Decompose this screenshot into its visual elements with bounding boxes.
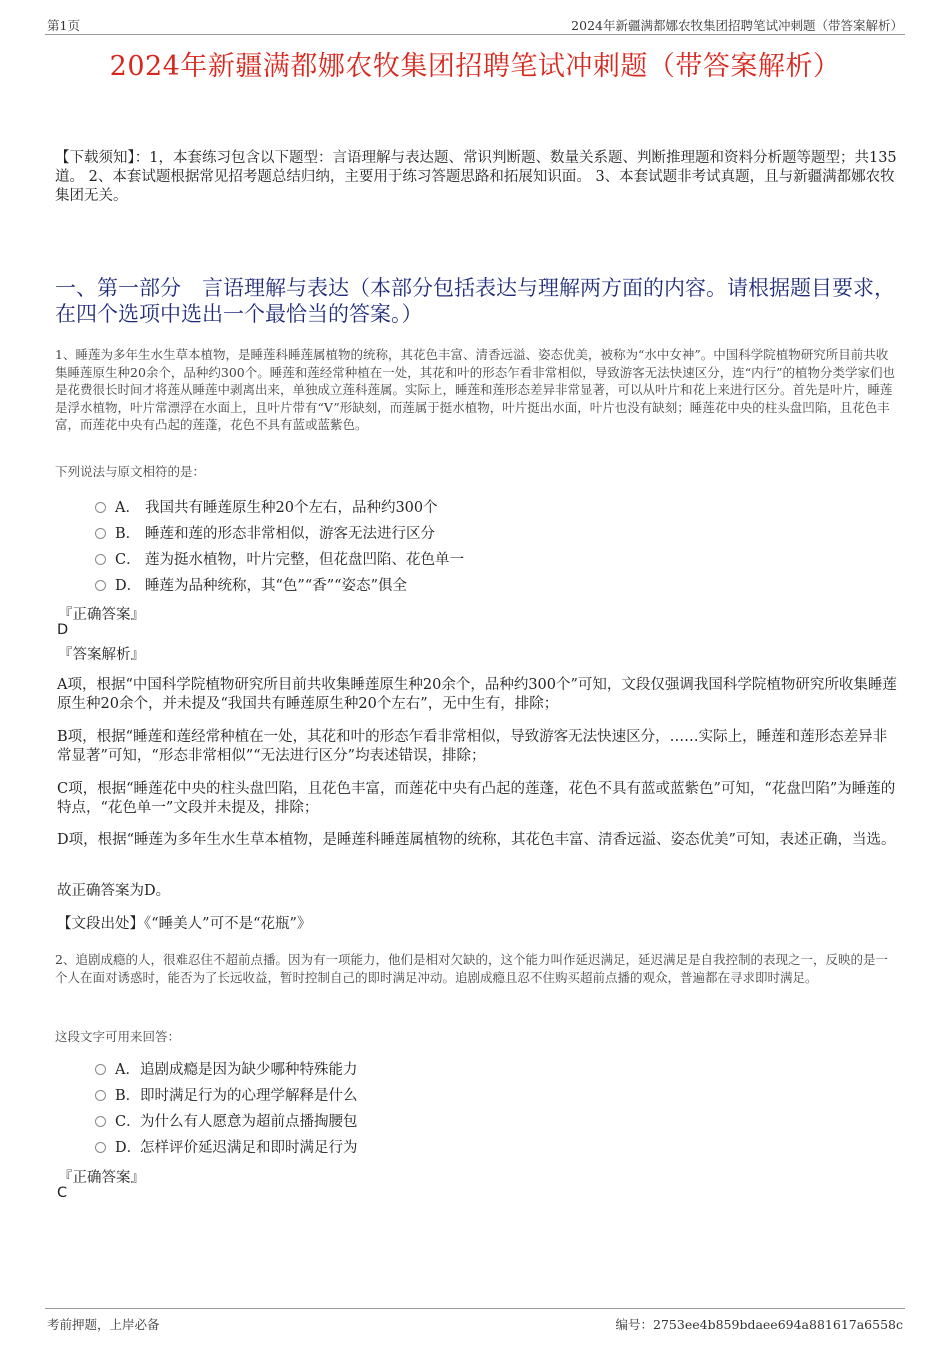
answer-value: C bbox=[57, 1185, 68, 1201]
option-text: 睡莲和莲的形态非常相似，游客无法进行区分 bbox=[145, 526, 435, 542]
option-letter: B． bbox=[115, 526, 141, 542]
question-2-prompt: 这段文字可用来回答： bbox=[55, 1029, 181, 1044]
analysis-a: A项，根据“中国科学院植物研究所目前共收集睡莲原生种20余个，品种约300个”可知，文段仅强调我国科学院植物研究所收集睡莲原生种20余个，并未提及“我国共有睡莲原生种20个左右”，无中生有，排除； bbox=[57, 677, 897, 712]
radio-icon[interactable] bbox=[95, 580, 106, 591]
radio-icon[interactable] bbox=[95, 528, 106, 539]
footer-serial: 编号：2753ee4b859bdaee694a881617a6558c bbox=[615, 1317, 903, 1332]
page-title: 2024年新疆满都娜农牧集团招聘笔试冲刺题（带答案解析） bbox=[109, 51, 841, 82]
header-doc-title: 2024年新疆满都娜农牧集团招聘笔试冲刺题（带答案解析） bbox=[571, 18, 903, 33]
option-text: 追剧成瘾是因为缺少哪种特殊能力 bbox=[140, 1062, 358, 1078]
analysis-conclusion: 故正确答案为D。 bbox=[57, 883, 171, 899]
option-letter: A． bbox=[115, 500, 140, 516]
answer-label: 『正确答案』 bbox=[58, 607, 145, 623]
radio-icon[interactable] bbox=[95, 1090, 106, 1101]
option-letter: D． bbox=[115, 578, 142, 594]
radio-icon[interactable] bbox=[95, 1116, 106, 1127]
question-2-text: 2、追剧成瘾的人，很难忍住不超前点播。因为有一项能力，他们是相对欠缺的，这个能力叫作延迟满足，延迟满足是自我控制的表现之一，反映的是一个人在面对诱惑时，能否为了长远收益，暂时控制自己的即时满足冲动。追剧成瘾且忍不住购买超前点播的观众，普遍都在寻求即时满足。 bbox=[55, 952, 888, 985]
option-letter: C． bbox=[115, 552, 141, 568]
analysis-d: D项，根据“睡莲为多年生水生草本植物，是睡莲科睡莲属植物的统称，其花色丰富、清香远溢、姿态优美”可知，表述正确，当选。 bbox=[57, 832, 896, 848]
radio-icon[interactable] bbox=[95, 554, 106, 565]
analysis-label: 『答案解析』 bbox=[58, 647, 145, 663]
page-footer bbox=[45, 1308, 905, 1333]
option-text: 莲为挺水植物，叶片完整，但花盘凹陷、花色单一 bbox=[145, 552, 464, 568]
option-text: 即时满足行为的心理学解释是什么 bbox=[140, 1088, 358, 1104]
question-1-text: 1、睡莲为多年生水生草本植物，是睡莲科睡莲属植物的统称，其花色丰富、清香远溢、姿态优美，被称为“水中女神”。中国科学院植物研究所目前共收集睡莲原生种20余个，品种约300个。睡莲和莲经常种植在一处，其花和叶的形态乍看非常相似，导致游客无法快速区分，连“内行”的植物分类学家们也是花费很长时间才将莲从睡莲中剥离出来，单独成立莲科莲属。实际上，睡莲和莲形态差异非常显著，可以从叶片和花上来进行区分。首先是叶片，睡莲是浮水植物，叶片常漂浮在水面上，且叶片带有“V”形缺刻，而莲属于挺水植物，叶片挺出水面，叶片也没有缺刻；睡莲花中央的柱头盘凹陷，且花色丰富，而莲花中央有凸起的莲蓬，花色不具有蓝或蓝紫色。 bbox=[55, 347, 896, 432]
footer-slogan: 考前押题，上岸必备 bbox=[47, 1317, 160, 1332]
answer-label: 『正确答案』 bbox=[58, 1170, 145, 1186]
radio-icon[interactable] bbox=[95, 502, 106, 513]
page-number: 第1页 bbox=[47, 18, 80, 33]
page-header bbox=[45, 14, 905, 35]
question-1-prompt: 下列说法与原文相符的是： bbox=[55, 464, 206, 479]
option-letter: A． bbox=[115, 1062, 140, 1078]
analysis-b: B项，根据“睡莲和莲经常种植在一处，其花和叶的形态乍看非常相似，导致游客无法快速区分，……实际上，睡莲和莲形态差异非常显著”可知，“形态非常相似”“无法进行区分”均表述错误，排除； bbox=[57, 729, 888, 764]
analysis-c: C项，根据“睡莲花中央的柱头盘凹陷，且花色丰富，而莲花中央有凸起的莲蓬，花色不具有蓝或蓝紫色”可知，“花盘凹陷”为睡莲的特点，“花色单一”文段并未提及，排除； bbox=[57, 781, 896, 816]
option-text: 为什么有人愿意为超前点播掏腰包 bbox=[140, 1114, 358, 1130]
option-text: 睡莲为品种统称，其“色”“香”“姿态”俱全 bbox=[145, 578, 407, 594]
download-notice: 【下载须知】：1，本套练习包含以下题型：言语理解与表达题、常识判断题、数量关系题、判断推理题和资料分析题等题型；共135道。 2、本套试题根据常见招考题总结归纳，主要用于练习答题思路和拓展知识面。 3、本套试题非考试真题，且与新疆满都娜农牧集团无关。 bbox=[55, 150, 897, 204]
option-text: 怎样评价延迟满足和即时满足行为 bbox=[140, 1140, 358, 1156]
text-source: 【文段出处】《“睡美人”可不是“花瓶”》 bbox=[57, 916, 312, 932]
option-text: 我国共有睡莲原生种20个左右，品种约300个 bbox=[145, 500, 438, 516]
option-letter: B． bbox=[115, 1088, 141, 1104]
option-letter: D． bbox=[115, 1140, 142, 1156]
radio-icon[interactable] bbox=[95, 1142, 106, 1153]
option-letter: C． bbox=[115, 1114, 141, 1130]
section-heading: 一、第一部分 言语理解与表达（本部分包括表达与理解两方面的内容。请根据题目要求，在四个选项中选出一个最恰当的答案。） bbox=[55, 276, 895, 326]
radio-icon[interactable] bbox=[95, 1064, 106, 1075]
answer-value: D bbox=[57, 622, 69, 638]
